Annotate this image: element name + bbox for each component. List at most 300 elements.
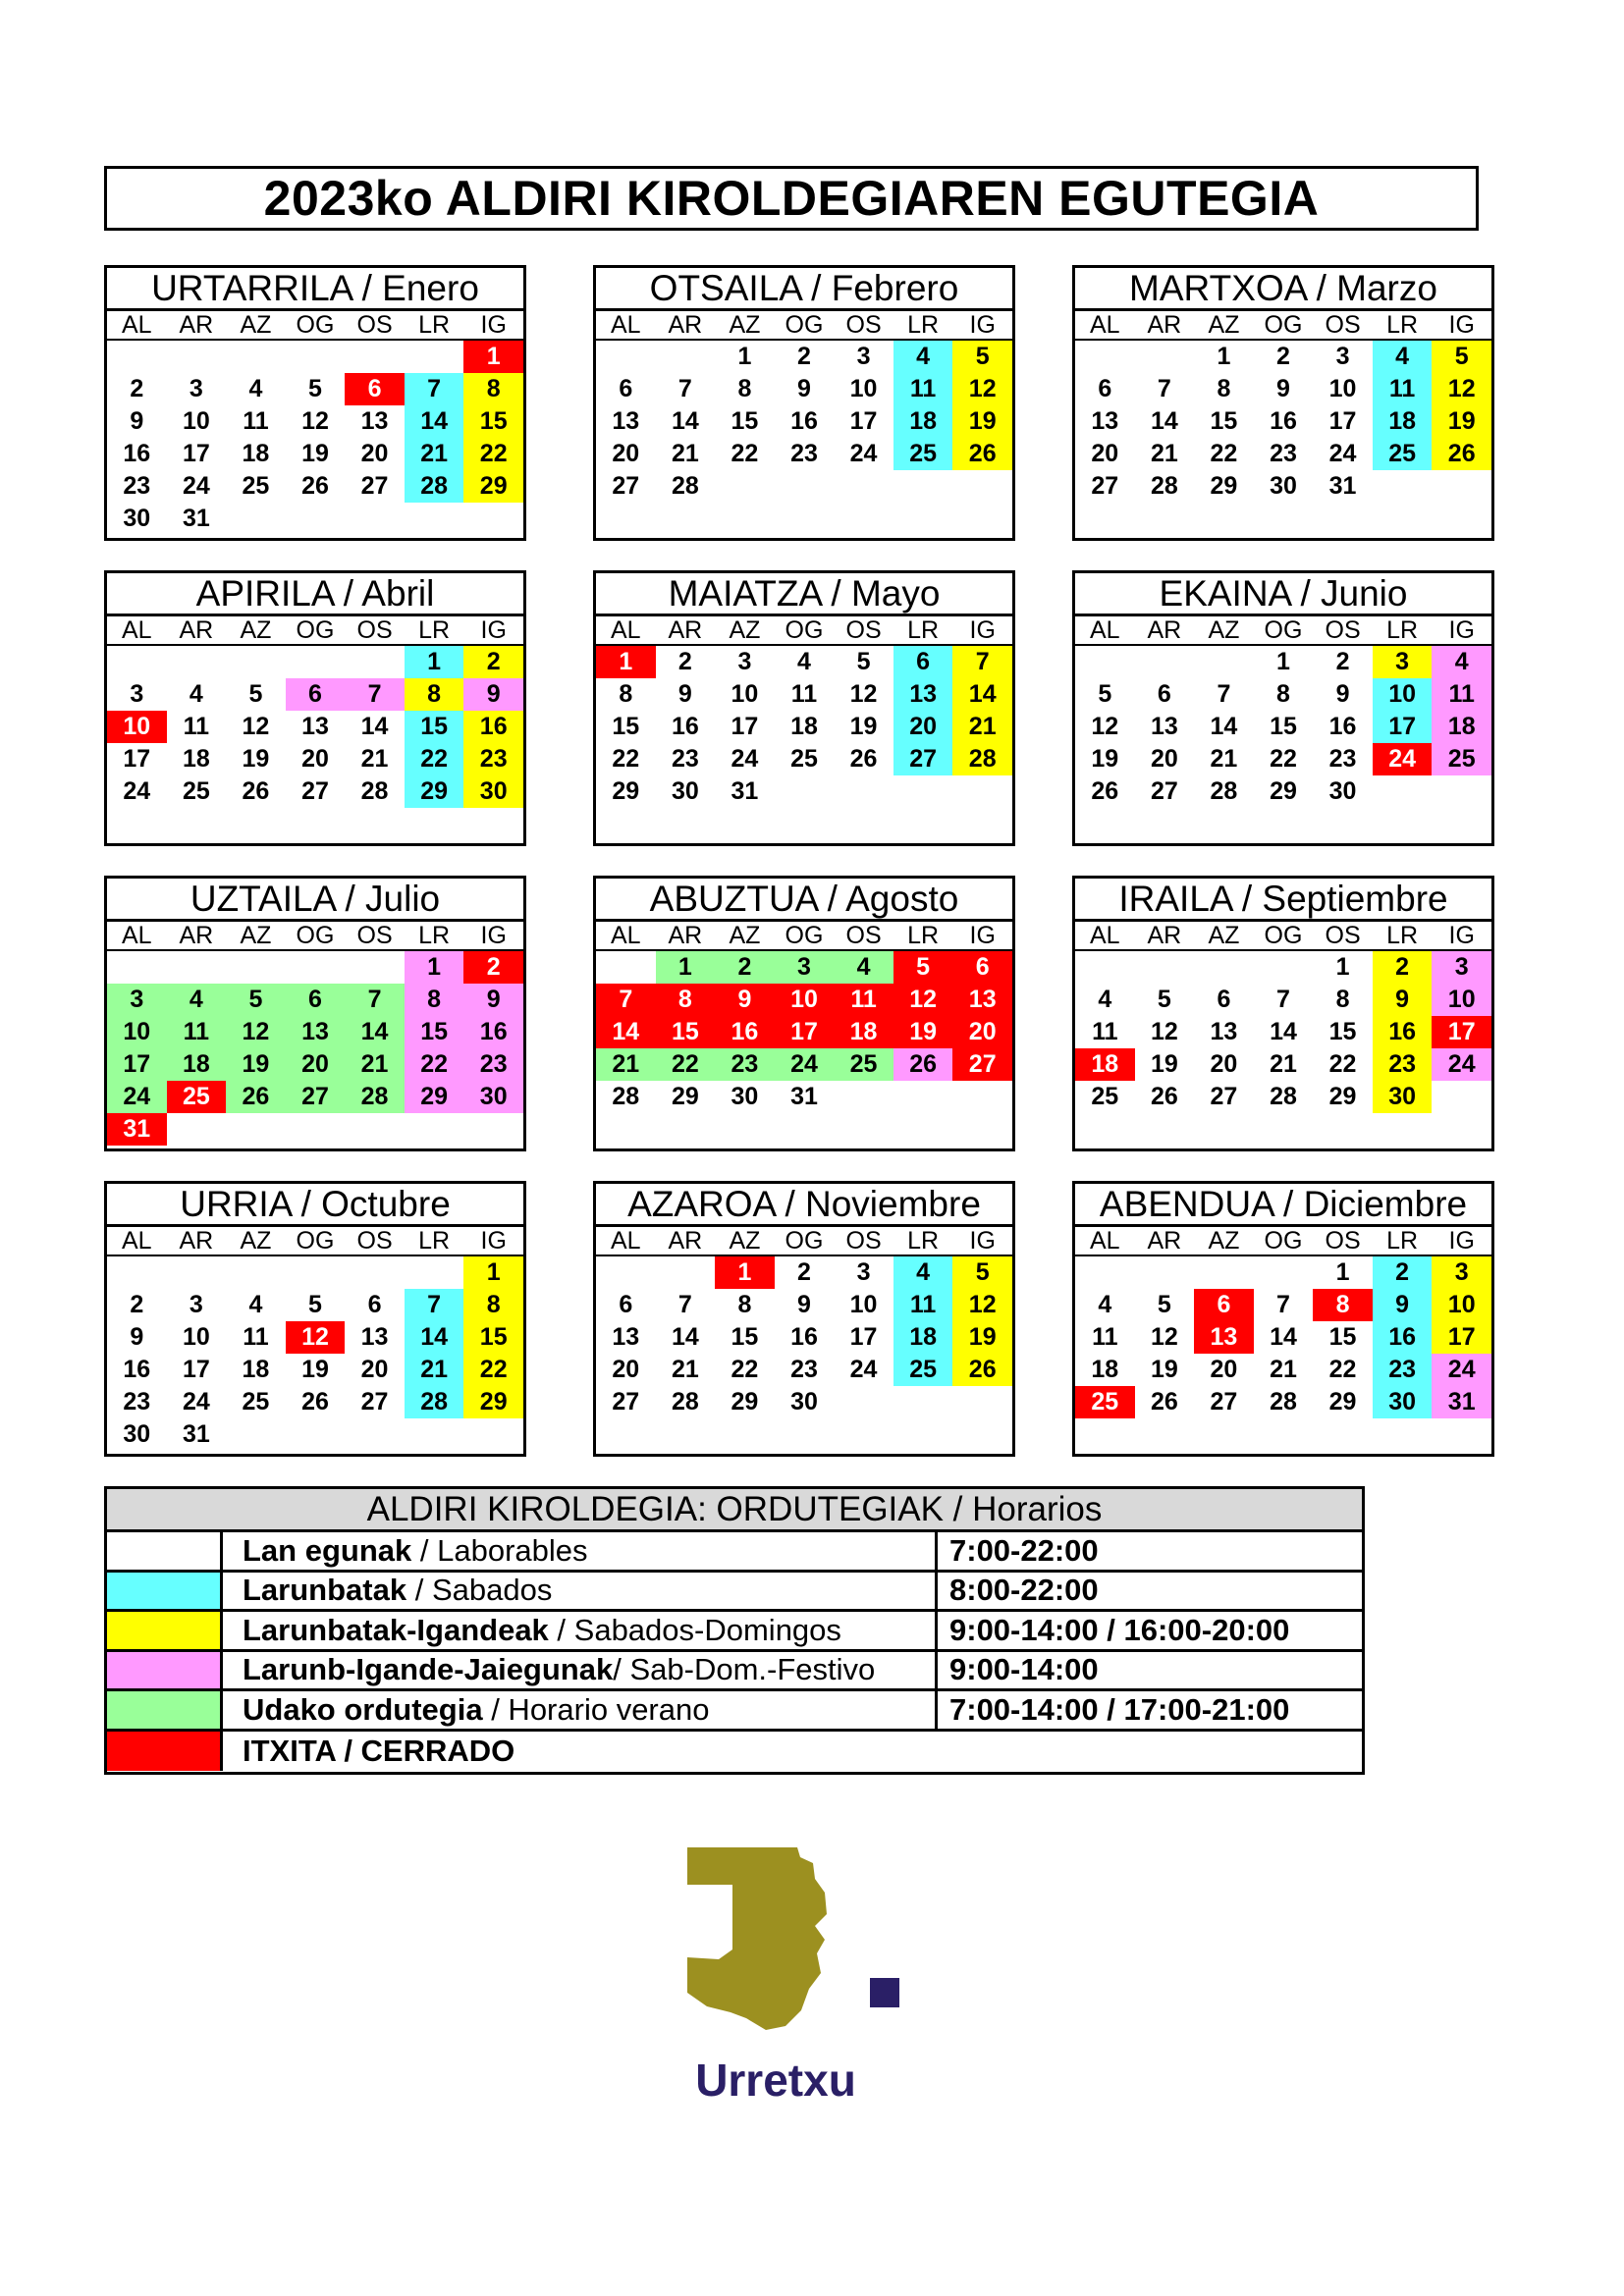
day-cell: 13 [893,678,953,711]
weekday-label: LR [418,616,451,644]
day-cell: 11 [243,407,269,435]
day-cell: 16 [715,1016,775,1048]
weekday-label: AZ [1208,311,1240,339]
day-cell: 7 [1276,1291,1290,1318]
day-cell: 9 [1335,680,1350,708]
day-cell: 20 [360,440,389,467]
empty-cell [167,1256,227,1289]
day-cell: 10 [731,680,759,708]
day-cell: 20 [612,1356,640,1383]
day-cell: 3 [130,680,144,708]
day-cell: 26 [952,438,1012,470]
day-cell: 22 [463,1354,523,1386]
weekday-label: LR [418,311,451,339]
weekday-label: AR [1147,922,1182,949]
day-cell: 21 [1150,440,1178,467]
day-cell: 19 [242,745,270,773]
day-cell: 4 [248,1291,263,1318]
day-cell: 29 [405,775,464,808]
day-cell: 16 [463,711,523,743]
day-cell: 28 [952,743,1012,775]
day-cell: 14 [1150,407,1178,435]
day-cell: 17 [849,407,878,435]
day-cell: 21 [345,1048,405,1081]
day-cell: 10 [849,375,878,402]
day-cell: 23 [1373,1048,1433,1081]
day-cell: 6 [286,678,346,711]
day-cell: 7 [1276,986,1290,1013]
schedule-rows [107,1532,1362,1771]
schedule-label-main: Udako ordutegia [243,1691,483,1727]
schedule-row [107,1652,1362,1692]
day-cell: 12 [1091,713,1119,740]
weekday-label: IG [480,1227,507,1255]
day-cell: 26 [301,1388,329,1415]
weekday-label: OS [845,922,882,949]
day-cell: 24 [731,745,759,773]
day-cell: 24 [182,1388,210,1415]
day-cell: 15 [463,405,523,438]
empty-cell [107,646,167,678]
days-grid [1075,1256,1491,1418]
day-cell: 11 [183,713,210,740]
day-cell: 17 [1328,407,1357,435]
weekday-label: OS [845,1227,882,1255]
day-cell: 25 [1432,743,1491,775]
weekday-header [596,311,1012,341]
day-cell: 21 [1270,1050,1297,1078]
day-cell: 6 [952,951,1012,984]
day-cell: 13 [1194,1321,1254,1354]
weekday-label: OS [356,311,393,339]
day-cell: 10 [1432,984,1491,1016]
weekday-header [1075,922,1491,951]
day-cell: 1 [596,646,656,678]
empty-cell [167,646,227,678]
day-cell: 30 [123,1420,151,1448]
day-cell: 2 [1335,648,1350,675]
day-cell: 17 [107,1048,167,1081]
day-cell: 21 [596,1048,656,1081]
day-cell: 5 [952,1256,1012,1289]
weekday-label: LR [907,616,940,644]
weekday-label: IG [1448,616,1475,644]
day-cell: 1 [463,341,523,373]
day-cell: 17 [1432,1321,1491,1354]
weekday-header [107,616,523,646]
day-cell: 1 [405,646,464,678]
day-cell: 8 [737,1291,752,1318]
month-calendar [593,1181,1015,1457]
weekday-label: LR [1386,616,1419,644]
empty-cell [1135,1256,1195,1289]
weekday-label: AL [1089,311,1120,339]
day-cell: 11 [893,373,953,405]
day-cell: 10 [107,711,167,743]
day-cell: 15 [731,1323,759,1351]
weekday-label: OG [785,616,824,644]
weekday-label: AL [121,311,152,339]
schedule-label [223,1573,938,1610]
day-cell: 25 [834,1048,893,1081]
day-cell: 31 [1328,472,1357,500]
day-cell: 24 [775,1048,835,1081]
day-cell: 5 [1157,986,1171,1013]
weekday-header [107,1227,523,1256]
day-cell: 13 [286,1016,346,1048]
day-cell: 24 [1328,440,1357,467]
weekday-header [596,616,1012,646]
day-cell: 28 [612,1083,640,1110]
day-cell: 12 [1432,373,1491,405]
schedule-label-translation: / Laborables [411,1532,588,1568]
weekday-label: AR [668,922,703,949]
day-cell: 17 [123,745,151,773]
weekday-label: LR [418,922,451,949]
day-cell: 15 [1210,407,1238,435]
day-cell: 16 [790,1323,818,1351]
day-cell: 4 [167,984,227,1016]
day-cell: 12 [1150,1018,1178,1045]
day-cell: 4 [1373,341,1433,373]
weekday-label: OG [1264,311,1303,339]
weekday-label: AZ [729,311,761,339]
day-cell: 9 [130,1323,144,1351]
day-cell: 27 [1091,472,1119,500]
day-cell: 26 [849,745,878,773]
day-cell: 13 [1210,1018,1238,1045]
day-cell: 17 [1373,711,1433,743]
day-cell: 27 [893,743,953,775]
day-cell: 16 [1373,1016,1433,1048]
day-cell: 4 [248,375,263,402]
day-cell: 13 [952,984,1012,1016]
days-grid [596,646,1012,808]
schedule-label [223,1732,1362,1772]
day-cell: 15 [612,713,640,740]
month-calendar [104,1181,526,1457]
empty-cell [345,1256,405,1289]
empty-cell [167,951,227,984]
weekday-label: OS [845,311,882,339]
day-cell: 14 [596,1016,656,1048]
schedule-label-translation: / Sab-Dom.-Festivo [613,1652,876,1687]
day-cell: 6 [619,375,633,402]
day-cell: 5 [1098,680,1112,708]
day-cell: 14 [671,1323,699,1351]
day-cell: 1 [1335,953,1350,981]
day-cell: 28 [405,470,464,503]
day-cell: 27 [360,1388,389,1415]
day-cell: 19 [952,1321,1012,1354]
weekday-label: IG [480,922,507,949]
weekday-label: AL [1089,1227,1120,1255]
month-name: APIRILA / Abril [107,573,523,616]
day-cell: 20 [1150,745,1178,773]
days-grid [1075,646,1491,808]
day-cell: 30 [671,777,699,805]
weekday-label: AZ [729,922,761,949]
day-cell: 29 [671,1083,699,1110]
day-cell: 22 [656,1048,716,1081]
day-cell: 20 [301,745,329,773]
day-cell: 30 [1373,1081,1433,1113]
weekday-label: OS [1325,1227,1361,1255]
days-grid [1075,341,1491,503]
day-cell: 12 [301,407,329,435]
day-cell: 28 [405,1386,464,1418]
day-cell: 26 [301,472,329,500]
day-cell: 18 [1373,405,1433,438]
day-cell: 2 [797,1258,811,1286]
weekday-label: OG [785,1227,824,1255]
empty-cell [286,341,346,373]
weekday-label: OG [1264,1227,1303,1255]
weekday-label: AR [1147,616,1182,644]
day-cell: 9 [715,984,775,1016]
empty-cell [596,951,656,984]
day-cell: 8 [656,984,716,1016]
weekday-label: OS [356,922,393,949]
schedule-label [223,1691,938,1729]
day-cell: 4 [893,341,953,373]
day-cell: 30 [463,775,523,808]
weekday-label: LR [1386,311,1419,339]
day-cell: 25 [1091,1083,1119,1110]
schedule-table [104,1486,1365,1775]
day-cell: 16 [123,440,151,467]
day-cell: 25 [182,777,210,805]
day-cell: 19 [301,440,329,467]
day-cell: 4 [797,648,811,675]
day-cell: 10 [107,1016,167,1048]
day-cell: 4 [834,951,893,984]
day-cell: 23 [671,745,699,773]
day-cell: 18 [1075,1048,1135,1081]
weekday-header [1075,1227,1491,1256]
month-calendar [104,570,526,846]
day-cell: 18 [1432,711,1491,743]
day-cell: 26 [242,777,270,805]
color-swatch [107,1612,223,1649]
day-cell: 26 [1432,438,1491,470]
day-cell: 15 [405,711,464,743]
schedule-hours: 7:00-22:00 [949,1532,1099,1568]
empty-cell [405,341,464,373]
weekday-label: AR [179,311,214,339]
day-cell: 30 [463,1081,523,1113]
day-cell: 17 [182,1356,210,1383]
day-cell: 15 [405,1016,464,1048]
day-cell: 31 [731,777,759,805]
weekday-header [107,311,523,341]
days-grid [107,1256,523,1451]
days-grid [596,341,1012,503]
day-cell: 6 [893,646,953,678]
day-cell: 9 [463,678,523,711]
weekday-label: AZ [1208,1227,1240,1255]
schedule-row [107,1573,1362,1613]
day-cell: 21 [1210,745,1238,773]
day-cell: 25 [790,745,818,773]
day-cell: 16 [463,1016,523,1048]
weekday-label: AL [1089,616,1120,644]
day-cell: 5 [308,1291,322,1318]
weekday-label: OS [1325,922,1361,949]
day-cell: 27 [1210,1388,1238,1415]
month-name: MAIATZA / Mayo [596,573,1012,616]
day-cell: 31 [790,1083,818,1110]
empty-cell [1254,1256,1314,1289]
day-cell: 10 [1373,678,1433,711]
day-cell: 23 [790,1356,818,1383]
weekday-header [1075,616,1491,646]
day-cell: 22 [463,438,523,470]
day-cell: 18 [893,405,953,438]
day-cell: 8 [1335,986,1350,1013]
day-cell: 23 [1373,1354,1433,1386]
day-cell: 30 [1328,777,1357,805]
day-cell: 28 [1210,777,1238,805]
days-grid [107,341,523,535]
day-cell: 13 [301,713,329,740]
weekday-label: AZ [240,616,272,644]
schedule-label-main: Lan egunak [243,1532,412,1568]
day-cell: 23 [463,743,523,775]
weekday-label: OS [356,1227,393,1255]
empty-cell [596,341,656,373]
empty-cell [1075,1256,1135,1289]
day-cell: 20 [893,711,953,743]
day-cell: 22 [612,745,640,773]
day-cell: 22 [1328,1356,1357,1383]
empty-cell [1135,646,1195,678]
day-cell: 23 [790,440,818,467]
color-swatch [107,1652,223,1689]
day-cell: 30 [790,1388,818,1415]
day-cell: 24 [849,1356,878,1383]
weekday-label: LR [1386,922,1419,949]
day-cell: 7 [1157,375,1171,402]
day-cell: 1 [1217,343,1231,370]
empty-cell [596,1256,656,1289]
day-cell: 11 [1432,678,1491,711]
empty-cell [1194,646,1254,678]
empty-cell [1194,951,1254,984]
schedule-label-main: ITXITA / CERRADO [243,1733,515,1768]
day-cell: 22 [405,1048,464,1081]
empty-cell [656,1256,716,1289]
day-cell: 28 [1270,1388,1297,1415]
weekday-label: OS [356,616,393,644]
day-cell: 30 [1373,1386,1433,1418]
day-cell: 1 [1335,1258,1350,1286]
day-cell: 13 [1091,407,1119,435]
month-calendar [1072,265,1494,541]
day-cell: 24 [849,440,878,467]
day-cell: 26 [952,1354,1012,1386]
day-cell: 8 [737,375,752,402]
weekday-label: IG [969,311,996,339]
empty-cell [345,341,405,373]
weekday-label: LR [418,1227,451,1255]
day-cell: 19 [1150,1356,1178,1383]
month-calendar [1072,1181,1494,1457]
day-cell: 1 [463,1256,523,1289]
day-cell: 9 [677,680,692,708]
day-cell: 29 [463,1386,523,1418]
day-cell: 2 [797,343,811,370]
day-cell: 24 [1373,743,1433,775]
day-cell: 3 [775,951,835,984]
day-cell: 22 [1210,440,1238,467]
day-cell: 7 [345,678,405,711]
day-cell: 12 [849,680,878,708]
weekday-label: AR [179,922,214,949]
empty-cell [1075,951,1135,984]
empty-cell [286,646,346,678]
day-cell: 25 [242,472,270,500]
day-cell: 15 [1270,713,1297,740]
weekday-label: AL [121,616,152,644]
day-cell: 8 [1217,375,1231,402]
day-cell: 20 [286,1048,346,1081]
color-swatch [107,1532,223,1570]
day-cell: 20 [360,1356,389,1383]
day-cell: 26 [893,1048,953,1081]
weekday-label: AL [610,1227,641,1255]
day-cell: 31 [107,1113,167,1146]
weekday-header [1075,311,1491,341]
empty-cell [1194,1256,1254,1289]
empty-cell [1075,646,1135,678]
day-cell: 7 [677,375,692,402]
day-cell: 3 [737,648,752,675]
day-cell: 7 [1217,680,1231,708]
empty-cell [107,951,167,984]
day-cell: 12 [952,373,1012,405]
days-grid [596,1256,1012,1418]
weekday-label: AL [1089,922,1120,949]
day-cell: 11 [834,984,893,1016]
day-cell: 7 [952,646,1012,678]
day-cell: 29 [731,1388,759,1415]
day-cell: 2 [130,1291,144,1318]
day-cell: 27 [301,777,329,805]
month-calendar [1072,876,1494,1151]
weekday-label: OG [296,922,335,949]
weekday-label: AR [179,616,214,644]
day-cell: 12 [893,984,953,1016]
weekday-label: OG [785,922,824,949]
weekday-label: LR [907,1227,940,1255]
month-name: ABENDUA / Diciembre [1075,1184,1491,1227]
day-cell: 19 [226,1048,286,1081]
day-cell: 16 [790,407,818,435]
day-cell: 10 [775,984,835,1016]
day-cell: 11 [893,1289,953,1321]
day-cell: 10 [182,1323,210,1351]
month-calendar [593,876,1015,1151]
day-cell: 12 [1150,1323,1178,1351]
day-cell: 14 [405,405,464,438]
day-cell: 31 [182,505,210,532]
day-cell: 8 [463,373,523,405]
day-cell: 4 [1098,1291,1112,1318]
day-cell: 18 [242,1356,270,1383]
day-cell: 25 [893,1354,953,1386]
month-name: URTARRILA / Enero [107,268,523,311]
